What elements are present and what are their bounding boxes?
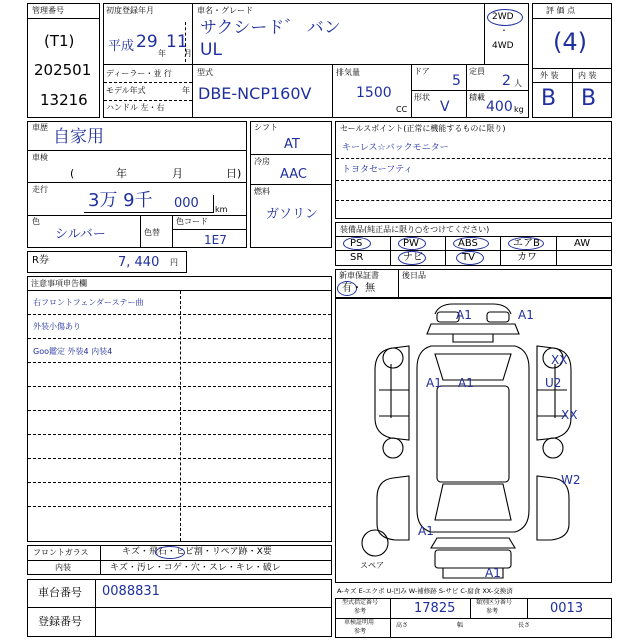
notes-label: 注意事項申告欄 — [31, 279, 87, 288]
equip-ps: PS — [350, 238, 363, 249]
typecert-cat-label: 類別区分番号 — [476, 599, 513, 606]
disp-label: 排気量 — [336, 68, 360, 77]
selling-item-2: トヨタセーフティ — [342, 165, 413, 175]
damage-mark-hood: A1 — [458, 376, 474, 390]
note-line-1: 右フロントフェンダーステー曲 — [33, 298, 144, 307]
mileage-value: 3万 9千 — [88, 190, 153, 211]
typecert-label: 型式指定番号 — [342, 599, 379, 606]
typecert-sub: 参考 — [354, 608, 367, 615]
equip-airbag: エアB — [513, 238, 540, 249]
interior-label: 内装 — [55, 563, 71, 572]
damage-mark-left-side: A1 — [426, 376, 442, 390]
usage-label: 車歴 — [32, 123, 48, 132]
equip-sr: SR — [350, 252, 364, 263]
damage-mark-right-front: XX — [551, 353, 568, 367]
regcert-h: 高さ — [396, 622, 409, 629]
usage-value: 自家用 — [53, 127, 104, 147]
katashiki-value: DBE-NCP160V — [198, 84, 312, 103]
drive-2wd: 2WD — [492, 12, 514, 22]
model-year-unit: 年 — [182, 86, 190, 95]
color-label: 色 — [32, 217, 40, 226]
tobiishi-circle — [155, 546, 185, 559]
car-grade: UL — [200, 40, 222, 60]
shaken-label: 車検 — [32, 153, 48, 162]
reg-label: 初度登録年月 — [106, 6, 154, 15]
equip-navi: ナビ — [403, 252, 423, 263]
fuel-value: ガソリン — [266, 207, 319, 222]
regcert-w: 幅 — [457, 622, 464, 629]
shift-label: シフト — [254, 123, 278, 132]
damage-mark-right-door: XX — [561, 408, 578, 422]
mileage-thousand: 000 — [174, 196, 199, 211]
mgmt-num1: 202501 — [34, 61, 92, 79]
model-year-label: モデル年式 — [106, 86, 146, 95]
drive-4wd: 4WD — [492, 41, 514, 51]
car-body-diagram — [335, 298, 612, 583]
chassis-value: 0088831 — [102, 584, 160, 599]
regcert-l: 長さ — [518, 622, 531, 629]
spare-label: スペア — [360, 561, 384, 570]
typecert-value: 17825 — [414, 601, 456, 616]
registration-label: 登録番号 — [38, 615, 82, 628]
recycle-unit: 円 — [170, 258, 178, 267]
interior-value: キズ・汚レ・コゲ・穴・スレ・キレ・破レ — [110, 563, 281, 573]
chassis-label: 車台番号 — [38, 586, 82, 599]
recycle-value: 7, 440 — [118, 255, 160, 270]
shape-label: 形状 — [414, 93, 430, 102]
warranty-value: 有・ 無 — [342, 283, 376, 294]
aircon-label: 冷房 — [254, 157, 270, 166]
load-unit: kg — [514, 105, 524, 114]
equip-pw: PW — [403, 238, 419, 249]
disp-value: 1500 — [356, 85, 392, 101]
recycle-label: R券 — [32, 255, 49, 266]
warranty-label: 新車保証書 — [339, 271, 379, 280]
load-label: 積載 — [469, 93, 485, 102]
damage-mark-right-rear: W2 — [561, 473, 581, 487]
regcert-label: 車検証明用 — [344, 619, 375, 626]
equip-abs: ABS — [458, 238, 478, 249]
handle-label: ハンドル 左・右 — [106, 103, 165, 112]
reg-year-unit: 年 — [158, 49, 166, 58]
recycle-box — [27, 251, 187, 273]
ext-label: 外 装 — [540, 71, 559, 80]
equipment-label: 装備品(純正品に限り○をつけてください) — [340, 225, 490, 234]
reg-month: 11 — [166, 32, 188, 52]
equip-aw: AW — [574, 238, 591, 249]
damage-mark-left-rear: A1 — [418, 524, 434, 538]
reg-month-unit: 月 — [184, 49, 192, 58]
color-value: シルバー — [55, 227, 106, 242]
shift-value: AT — [284, 137, 300, 152]
grade-label: 評 価 点 — [546, 6, 576, 15]
after-label: 後日品 — [402, 271, 426, 280]
typecert-cat-value: 0013 — [550, 601, 584, 616]
color-code: 1E7 — [204, 233, 227, 247]
note-line-2: 外装小傷あり — [33, 322, 81, 331]
damage-mark-front-right: A1 — [518, 308, 534, 322]
int-label: 内 装 — [578, 71, 597, 80]
damage-legend: A-キズ E-エクボ U-凹み W-補修跡 S-サビ C-腐食 XX-交換済 — [337, 587, 513, 595]
capacity-label: 定員 — [469, 67, 485, 76]
name-label: 車名・グレード — [197, 6, 253, 15]
drive-dot: ・ — [500, 26, 508, 35]
int-grade: B — [581, 86, 597, 111]
capacity-value: 2 — [502, 73, 511, 89]
shaken-year: 年 — [116, 167, 127, 180]
selling-label: セールスポイント(正常に機能するものに限り) — [340, 124, 506, 133]
color-code-label: 色コード — [176, 217, 208, 226]
capacity-unit: 人 — [514, 79, 522, 88]
shape-value: V — [440, 99, 450, 115]
reg-year: 29 — [136, 32, 158, 52]
damage-mark-right-side: U2 — [545, 376, 562, 390]
mgmt-label: 管理番号 — [32, 6, 64, 15]
shaken-day: 日) — [226, 167, 242, 180]
reg-era: 平成 — [108, 39, 135, 54]
grade-value: (4) — [553, 28, 587, 56]
selling-item-1: キーレス☆バックモニター — [342, 143, 449, 153]
door-label: ドア — [414, 67, 430, 76]
disp-unit: CC — [396, 105, 408, 114]
regcert-sub: 参考 — [354, 628, 367, 635]
typecert-cat-sub: 参考 — [486, 608, 499, 615]
katashiki-label: 型式 — [197, 68, 213, 77]
aircon-value: AAC — [280, 167, 307, 182]
color-change-label: 色替 — [144, 228, 160, 237]
equip-kawa: カワ — [517, 252, 537, 263]
glass-label: フロントガラス — [33, 548, 89, 557]
glass-value: キズ・飛石・ヒビ割・リペア跡・X要 — [122, 547, 272, 557]
fuel-label: 燃料 — [254, 187, 270, 196]
door-value: 5 — [452, 73, 461, 89]
shaken-month: 月 — [172, 167, 183, 180]
shaken-paren: ( — [70, 167, 75, 180]
damage-mark-rear: A1 — [485, 566, 501, 580]
equip-tv: TV — [462, 252, 475, 263]
note-line-3: Goo鑑定 外装4 内装4 — [33, 347, 113, 356]
dealer-label: ディーラー・並 行 — [106, 69, 172, 78]
mgmt-t1: (T1) — [44, 32, 75, 50]
car-name: サクシード゛ バン — [200, 18, 341, 38]
mileage-unit: km — [215, 205, 228, 214]
ext-grade: B — [541, 86, 557, 111]
load-value: 400 — [486, 99, 513, 115]
mileage-label: 走行 — [32, 185, 48, 194]
mgmt-num2: 13216 — [40, 91, 88, 109]
damage-mark-front-left: A1 — [456, 308, 472, 322]
